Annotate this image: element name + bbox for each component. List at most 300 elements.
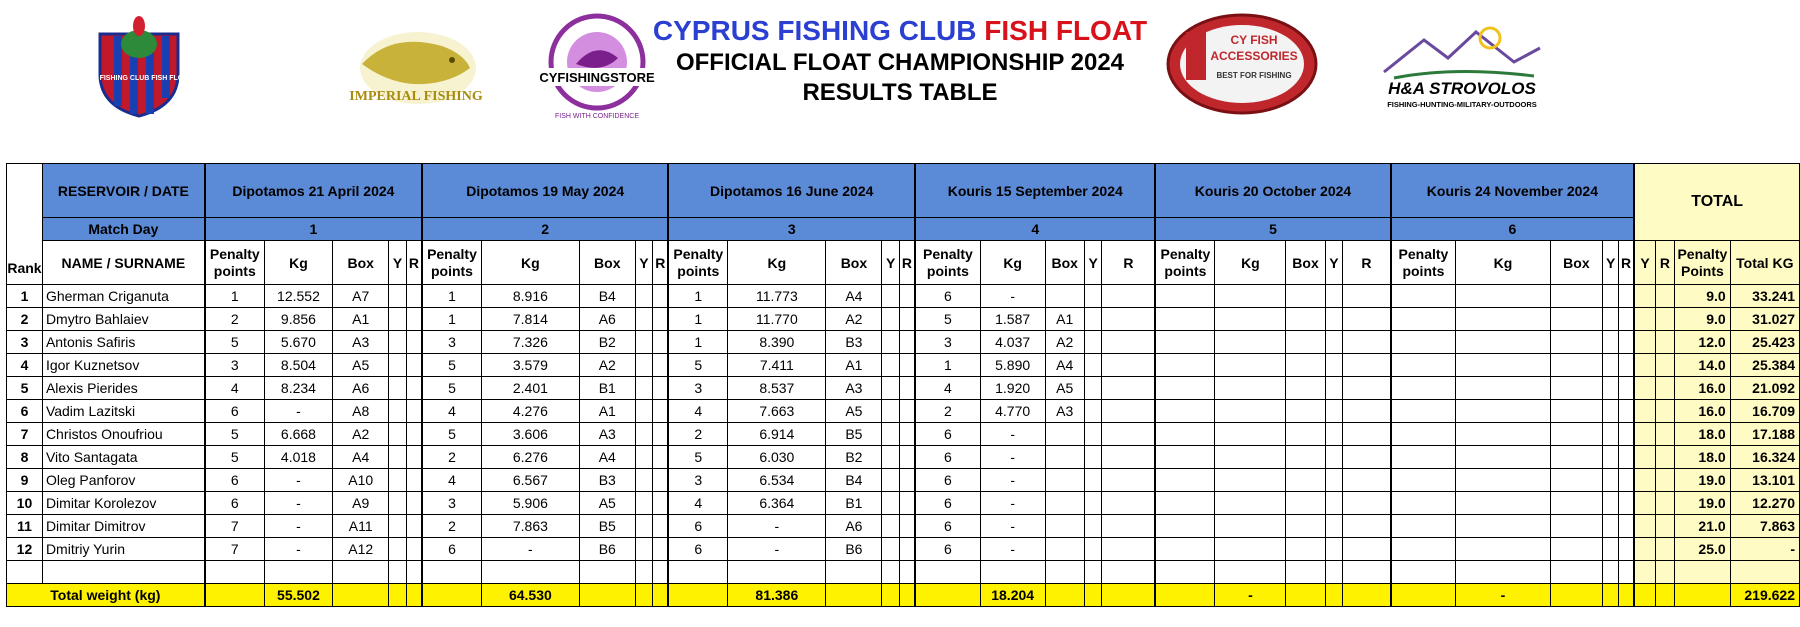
total-y-cell	[1634, 308, 1655, 331]
table-row	[7, 492, 1800, 515]
y-cell	[1603, 308, 1619, 331]
kg-cell: -	[980, 446, 1045, 469]
name-cell: Igor Kuznetsov	[42, 354, 204, 377]
kg-cell: -	[264, 469, 332, 492]
y-cell	[635, 377, 652, 400]
name-cell: Dimitar Korolezov	[42, 492, 204, 515]
total-penalty-cell: 16.0	[1675, 377, 1731, 400]
kg-cell: 5.906	[481, 492, 579, 515]
total-r-cell	[1655, 331, 1674, 354]
y-cell	[1084, 446, 1102, 469]
penalty-cell: 4	[422, 400, 481, 423]
kg-cell: -	[980, 538, 1045, 561]
table-row	[7, 515, 1800, 538]
header	[0, 0, 1800, 150]
total-y-cell	[1634, 538, 1655, 561]
box-cell: B5	[826, 423, 882, 446]
match-day-2: 2	[422, 218, 668, 241]
y-cell	[1325, 400, 1343, 423]
total-weight-blank	[1343, 584, 1391, 607]
kg-cell	[1456, 285, 1550, 308]
y-cell	[1603, 400, 1619, 423]
rank-cell: 3	[7, 331, 43, 354]
column-header-row	[7, 241, 1800, 285]
total-y-cell	[1634, 446, 1655, 469]
penalty-cell: 3	[205, 354, 264, 377]
box-cell	[1286, 423, 1325, 446]
box-cell: B4	[826, 469, 882, 492]
box-cell: A4	[1045, 354, 1084, 377]
kg-cell	[1215, 377, 1286, 400]
total-weight-blank	[389, 584, 407, 607]
y-cell	[1603, 423, 1619, 446]
box-cell: A1	[333, 308, 389, 331]
total-weight-blank	[882, 584, 899, 607]
rank-cell: 1	[7, 285, 43, 308]
r-cell	[1102, 308, 1156, 331]
table-row	[7, 469, 1800, 492]
total-kg-cell: 33.241	[1730, 285, 1799, 308]
kg-cell: 1.920	[980, 377, 1045, 400]
r-cell	[406, 400, 422, 423]
kg-cell: 9.856	[264, 308, 332, 331]
box-cell: A7	[333, 285, 389, 308]
kg-cell: 12.552	[264, 285, 332, 308]
match-2-r-header: R	[653, 241, 669, 285]
kg-cell: 6.534	[728, 469, 826, 492]
y-cell	[635, 492, 652, 515]
box-cell	[1550, 492, 1603, 515]
y-cell	[1084, 377, 1102, 400]
kg-cell: -	[980, 515, 1045, 538]
y-cell	[1084, 561, 1102, 584]
total-weight-blank	[1550, 584, 1603, 607]
y-cell	[389, 400, 407, 423]
y-cell	[635, 561, 652, 584]
penalty-cell: 2	[422, 446, 481, 469]
box-cell: B3	[826, 331, 882, 354]
kg-cell: -	[264, 515, 332, 538]
y-cell	[1325, 538, 1343, 561]
svg-text:FISHING-HUNTING-MILITARY-OUTDO: FISHING-HUNTING-MILITARY-OUTDOORS	[1387, 100, 1537, 109]
r-cell	[406, 469, 422, 492]
penalty-cell	[1155, 515, 1215, 538]
y-cell	[389, 331, 407, 354]
total-y-cell	[1634, 331, 1655, 354]
kg-cell	[1456, 354, 1550, 377]
box-cell	[1286, 492, 1325, 515]
table-row	[7, 308, 1800, 331]
y-cell	[1603, 492, 1619, 515]
penalty-cell: 2	[915, 400, 980, 423]
total-weight-blank	[1391, 584, 1456, 607]
penalty-cell: 7	[205, 538, 264, 561]
y-cell	[882, 446, 899, 469]
penalty-cell: 3	[422, 492, 481, 515]
box-cell: A5	[333, 354, 389, 377]
total-penalty-cell	[1675, 561, 1731, 584]
match-4-box-header: Box	[1045, 241, 1084, 285]
r-cell	[1102, 423, 1156, 446]
svg-text:CYPRUS FISHING CLUB FISH FLOAT: CYPRUS FISHING CLUB FISH FLOAT 2009	[68, 75, 210, 82]
penalty-cell	[1391, 446, 1456, 469]
box-cell: A5	[826, 400, 882, 423]
rank-cell: 4	[7, 354, 43, 377]
penalty-cell: 4	[205, 377, 264, 400]
box-cell: A2	[826, 308, 882, 331]
kg-cell: -	[481, 538, 579, 561]
penalty-cell: 1	[205, 285, 264, 308]
box-cell	[1045, 515, 1084, 538]
match-day-5: 5	[1155, 218, 1390, 241]
title-results-table: RESULTS TABLE	[802, 79, 998, 106]
box-cell	[1286, 285, 1325, 308]
y-cell	[389, 354, 407, 377]
r-cell	[1343, 377, 1391, 400]
kg-cell	[1456, 331, 1550, 354]
y-cell	[1325, 377, 1343, 400]
match-4-kg-header: Kg	[980, 241, 1045, 285]
penalty-cell	[1155, 331, 1215, 354]
y-cell	[1603, 469, 1619, 492]
table-row	[7, 331, 1800, 354]
penalty-cell	[1155, 492, 1215, 515]
y-cell	[1603, 354, 1619, 377]
svg-text:H&A STROVOLOS: H&A STROVOLOS	[1388, 79, 1536, 98]
total-weight-blank	[1655, 584, 1674, 607]
penalty-cell: 7	[205, 515, 264, 538]
penalty-cell: 1	[422, 285, 481, 308]
kg-cell: 8.916	[481, 285, 579, 308]
kg-cell: -	[980, 285, 1045, 308]
r-cell	[1618, 423, 1634, 446]
y-cell	[635, 354, 652, 377]
r-cell	[899, 515, 915, 538]
box-cell	[1550, 423, 1603, 446]
penalty-cell: 5	[422, 377, 481, 400]
y-cell	[1603, 446, 1619, 469]
box-cell: A4	[333, 446, 389, 469]
title-fish-float: FISH FLOAT	[984, 15, 1148, 46]
r-cell	[1102, 446, 1156, 469]
total-penalty-cell: 14.0	[1675, 354, 1731, 377]
y-cell	[882, 515, 899, 538]
y-cell	[389, 285, 407, 308]
total-weight-blank	[1325, 584, 1343, 607]
kg-cell: 6.668	[264, 423, 332, 446]
svg-text:BEST FOR FISHING: BEST FOR FISHING	[1216, 71, 1292, 80]
y-cell	[389, 423, 407, 446]
total-penalty-cell: 9.0	[1675, 285, 1731, 308]
r-cell	[1102, 377, 1156, 400]
box-cell: A5	[1045, 377, 1084, 400]
total-y-cell	[1634, 354, 1655, 377]
match-2-kg-header: Kg	[481, 241, 579, 285]
r-cell	[899, 377, 915, 400]
kg-cell: 6.914	[728, 423, 826, 446]
r-cell	[1343, 492, 1391, 515]
r-cell	[406, 561, 422, 584]
kg-cell: 7.814	[481, 308, 579, 331]
name-header: NAME / SURNAME	[42, 241, 204, 285]
total-penalty-cell: 18.0	[1675, 423, 1731, 446]
kg-cell	[1456, 400, 1550, 423]
penalty-cell: 5	[205, 446, 264, 469]
r-cell	[406, 423, 422, 446]
box-cell	[1045, 285, 1084, 308]
box-cell	[1045, 538, 1084, 561]
y-cell	[389, 538, 407, 561]
box-cell: A12	[333, 538, 389, 561]
kg-cell: -	[264, 492, 332, 515]
match-3-box-header: Box	[826, 241, 882, 285]
total-weight-blank	[635, 584, 652, 607]
penalty-cell	[1155, 446, 1215, 469]
match-5-venue: Kouris 20 October 2024	[1155, 164, 1390, 218]
penalty-cell: 4	[668, 400, 727, 423]
y-cell	[882, 400, 899, 423]
box-cell: A10	[333, 469, 389, 492]
match-3-kg-header: Kg	[728, 241, 826, 285]
total-r-cell	[1655, 446, 1674, 469]
match-6-y-header: Y	[1603, 241, 1619, 285]
y-cell	[1325, 354, 1343, 377]
box-cell	[1550, 308, 1603, 331]
r-cell	[899, 446, 915, 469]
total-y-cell	[1634, 285, 1655, 308]
kg-cell: 6.030	[728, 446, 826, 469]
y-cell	[1325, 515, 1343, 538]
match-day-3: 3	[668, 218, 915, 241]
total-weight-blank	[1102, 584, 1156, 607]
total-kg-cell: 25.423	[1730, 331, 1799, 354]
name-cell: Antonis Safiris	[42, 331, 204, 354]
title-championship: OFFICIAL FLOAT CHAMPIONSHIP 2024	[675, 49, 1125, 76]
match-2-total-weight: 64.530	[481, 584, 579, 607]
total-penalty-cell: 16.0	[1675, 400, 1731, 423]
r-cell	[653, 446, 669, 469]
penalty-cell	[1391, 492, 1456, 515]
y-cell	[882, 492, 899, 515]
box-cell: B6	[826, 538, 882, 561]
match-5-total-weight: -	[1215, 584, 1286, 607]
kg-cell	[1456, 308, 1550, 331]
match-5-r-header: R	[1343, 241, 1391, 285]
penalty-cell: 6	[915, 492, 980, 515]
r-cell	[1618, 561, 1634, 584]
kg-cell	[1456, 538, 1550, 561]
y-cell	[389, 446, 407, 469]
kg-cell: 6.276	[481, 446, 579, 469]
match-5-penalty-header: Penalty points	[1155, 241, 1215, 285]
match-1-kg-header: Kg	[264, 241, 332, 285]
y-cell	[882, 561, 899, 584]
rank-cell: 10	[7, 492, 43, 515]
name-cell	[42, 561, 204, 584]
y-cell	[1325, 423, 1343, 446]
r-cell	[1102, 400, 1156, 423]
y-cell	[882, 354, 899, 377]
total-weight-blank	[205, 584, 264, 607]
match-5-kg-header: Kg	[1215, 241, 1286, 285]
total-weight-blank	[1155, 584, 1215, 607]
box-cell	[333, 561, 389, 584]
rank-cell: 6	[7, 400, 43, 423]
y-cell	[1603, 377, 1619, 400]
penalty-cell: 2	[668, 423, 727, 446]
box-cell	[826, 561, 882, 584]
total-weight-blank	[1603, 584, 1619, 607]
total-penalty-cell: 18.0	[1675, 446, 1731, 469]
r-cell	[1618, 446, 1634, 469]
box-cell	[1045, 469, 1084, 492]
penalty-cell	[1155, 354, 1215, 377]
penalty-cell	[1391, 354, 1456, 377]
penalty-cell: 5	[668, 354, 727, 377]
r-cell	[1343, 308, 1391, 331]
penalty-cell: 6	[668, 515, 727, 538]
match-5-y-header: Y	[1325, 241, 1343, 285]
table-row	[7, 354, 1800, 377]
total-r-cell	[1655, 400, 1674, 423]
r-cell	[1343, 561, 1391, 584]
box-cell	[1045, 446, 1084, 469]
penalty-cell: 4	[668, 492, 727, 515]
box-cell	[1550, 515, 1603, 538]
y-cell	[1603, 331, 1619, 354]
box-cell: B2	[826, 446, 882, 469]
penalty-cell	[1391, 400, 1456, 423]
name-cell: Gherman Criganuta	[42, 285, 204, 308]
kg-cell: 11.770	[728, 308, 826, 331]
total-r-cell	[1655, 492, 1674, 515]
rank-cell: 5	[7, 377, 43, 400]
r-cell	[899, 354, 915, 377]
y-cell	[635, 331, 652, 354]
r-cell	[1343, 538, 1391, 561]
r-cell	[406, 308, 422, 331]
y-cell	[1325, 469, 1343, 492]
y-cell	[882, 308, 899, 331]
match-1-total-weight: 55.502	[264, 584, 332, 607]
kg-cell: 8.504	[264, 354, 332, 377]
penalty-cell	[1391, 423, 1456, 446]
imperial-fishing-logo	[349, 24, 483, 120]
total-r-cell	[1655, 308, 1674, 331]
total-weight-blank	[899, 584, 915, 607]
rank-cell: 7	[7, 423, 43, 446]
box-cell	[1550, 469, 1603, 492]
r-cell	[1102, 331, 1156, 354]
box-cell	[1286, 331, 1325, 354]
box-cell: A1	[579, 400, 635, 423]
y-cell	[389, 492, 407, 515]
penalty-cell: 1	[668, 308, 727, 331]
total-y-cell	[1634, 469, 1655, 492]
r-cell	[653, 285, 669, 308]
r-cell	[406, 492, 422, 515]
penalty-cell	[1391, 538, 1456, 561]
penalty-cell: 5	[915, 308, 980, 331]
box-cell: A4	[579, 446, 635, 469]
kg-cell: 3.579	[481, 354, 579, 377]
total-penalty-cell: 19.0	[1675, 492, 1731, 515]
box-cell	[1286, 400, 1325, 423]
penalty-cell	[1391, 377, 1456, 400]
r-cell	[1618, 377, 1634, 400]
penalty-cell	[1155, 423, 1215, 446]
y-cell	[1325, 285, 1343, 308]
y-cell	[635, 423, 652, 446]
club-logo	[68, 14, 210, 118]
kg-cell: 11.773	[728, 285, 826, 308]
box-cell	[1045, 423, 1084, 446]
penalty-cell: 6	[915, 446, 980, 469]
match-2-venue: Dipotamos 19 May 2024	[422, 164, 668, 218]
y-cell	[1084, 331, 1102, 354]
box-cell: B6	[579, 538, 635, 561]
total-penalty-cell: 9.0	[1675, 308, 1731, 331]
match-day-6: 6	[1391, 218, 1635, 241]
kg-cell	[1215, 400, 1286, 423]
rank-cell: 9	[7, 469, 43, 492]
box-cell	[1286, 515, 1325, 538]
table-row	[7, 446, 1800, 469]
total-weight-row	[7, 584, 1800, 607]
box-cell: B2	[579, 331, 635, 354]
r-cell	[653, 331, 669, 354]
total-kg-header: Total KG	[1730, 241, 1799, 285]
kg-cell: -	[264, 400, 332, 423]
championship-title	[640, 14, 1160, 108]
penalty-cell: 5	[422, 423, 481, 446]
total-kg-cell	[1730, 561, 1799, 584]
y-cell	[389, 515, 407, 538]
box-cell: A9	[333, 492, 389, 515]
table-row	[7, 538, 1800, 561]
y-cell	[1325, 492, 1343, 515]
name-cell: Dmitriy Yurin	[42, 538, 204, 561]
y-cell	[635, 538, 652, 561]
kg-cell: 4.770	[980, 400, 1045, 423]
match-4-penalty-header: Penalty points	[915, 241, 980, 285]
r-cell	[653, 469, 669, 492]
r-cell	[1618, 308, 1634, 331]
total-kg-cell: 13.101	[1730, 469, 1799, 492]
kg-cell: 6.567	[481, 469, 579, 492]
penalty-cell	[668, 561, 727, 584]
cyfishingstore-logo	[538, 12, 656, 124]
kg-cell	[1215, 561, 1286, 584]
name-cell: Dmytro Bahlaiev	[42, 308, 204, 331]
penalty-cell: 4	[915, 377, 980, 400]
kg-cell	[1215, 446, 1286, 469]
box-cell: A4	[826, 285, 882, 308]
r-cell	[899, 400, 915, 423]
penalty-cell: 4	[422, 469, 481, 492]
r-cell	[899, 469, 915, 492]
total-r-cell	[1655, 423, 1674, 446]
rank-cell: 2	[7, 308, 43, 331]
box-cell	[579, 561, 635, 584]
box-cell	[1286, 538, 1325, 561]
penalty-cell	[1155, 308, 1215, 331]
total-y-cell	[1634, 515, 1655, 538]
match-2-penalty-header: Penalty points	[422, 241, 481, 285]
box-cell: A3	[826, 377, 882, 400]
kg-cell	[1215, 423, 1286, 446]
box-cell	[1550, 377, 1603, 400]
